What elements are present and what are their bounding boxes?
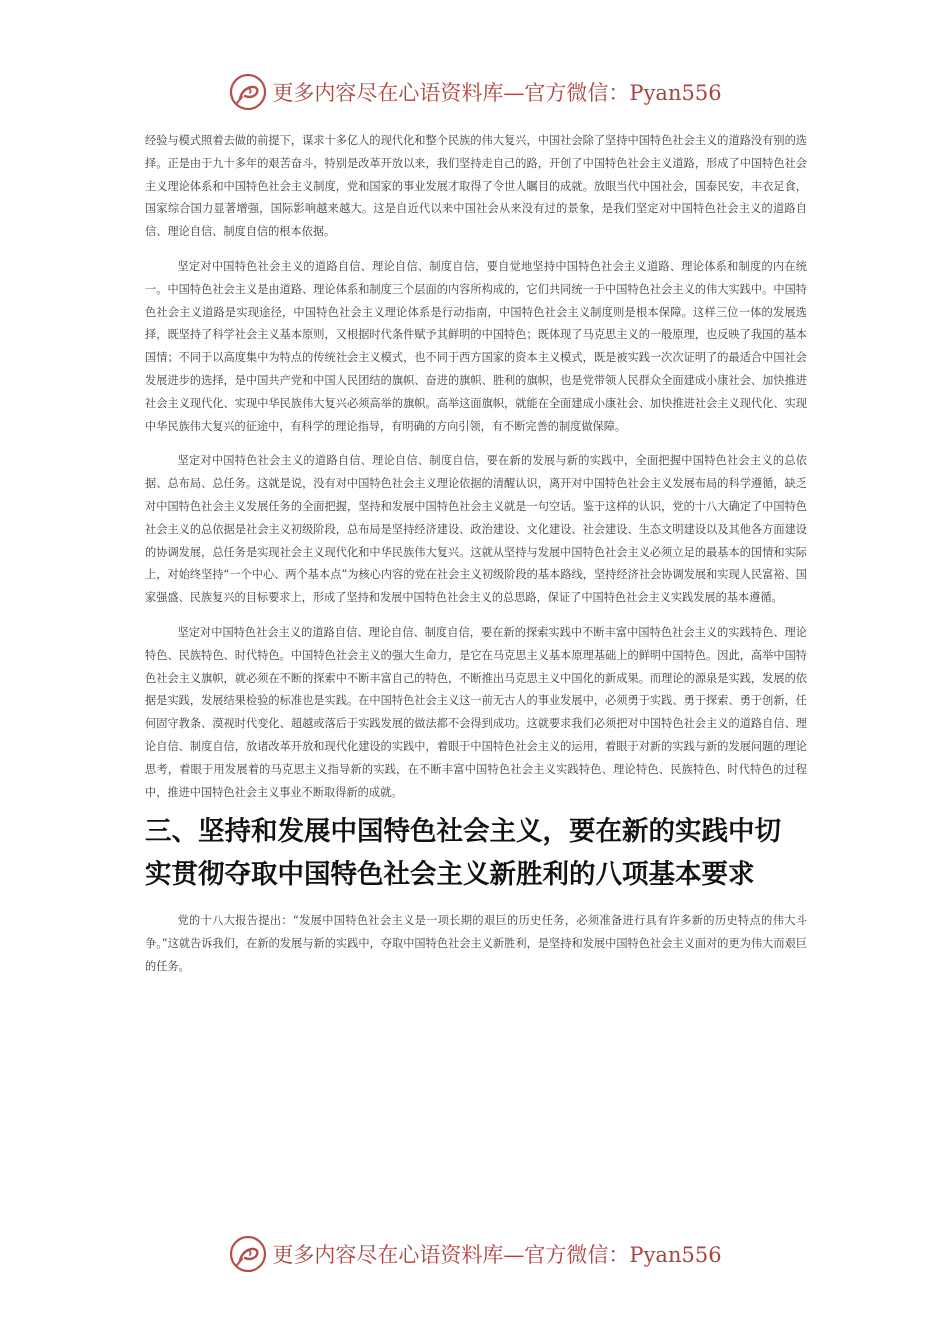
body-paragraph-2: 坚定对中国特色社会主义的道路自信、理论自信、制度自信，要自觉地坚持中国特色社会主义道路、理论体系和制度的内在统一。中国特色社会主义是由道路、理论体系和制度三个层面的内容所构成的，它们共同统一于中国特色社会主义的伟大实践中。中国特色社会主义道路是实现途径，中国特色社会主义理论体系是行动指南，中国特色社会主义制度则是根本保障。这样三位一体的发展选择，既坚持了科学社会主义基本原则，又根据时代条件赋予其鲜明的中国特色；既体现了马克思主义的一般原理，也反映了我国的基本国情；不同于以高度集中为特点的传统社会主义模式，也不同于西方国家的资本主义模式，既是被实践一次次证明了的最适合中国社会发展进步的选择，是中国共产党和中国人民团结的旗帜、奋进的旗帜、胜利的旗帜，也是党带领人民群众全面建成小康社会、加快推进社会主义现代化、实现中华民族伟大复兴必须高举的旗帜。高举这面旗帜，就能在全面建成小康社会、加快推进社会主义现代化、实现中华民族伟大复兴的征途中，有科学的理论指导，有明确的方向引领，有不断完善的制度做保障。 <box>145 259 807 433</box>
section-paragraph: 党的十八大报告提出：“发展中国特色社会主义是一项长期的艰巨的历史任务，必须准备进行具有许多新的历史特点的伟大斗争。”这就告诉我们，在新的发展与新的实践中，夺取中国特色社会主义新胜利，是坚持和发展中国特色社会主义面对的更为伟大而艰巨的任务。 <box>145 914 807 973</box>
body-paragraph-4: 坚定对中国特色社会主义的道路自信、理论自信、制度自信，要在新的探索实践中不断丰富中国特色社会主义的实践特色、理论特色、民族特色、时代特色。中国特色社会主义的强大生命力，是它在马克思主义基本原理基础上的鲜明中国特色。因此，高举中国特色社会主义旗帜，就必须在不断的探索中不断丰富自己的特色，不断推出马克思主义中国化的新成果。而理论的源泉是实践，发展的依据是实践，发展结果检验的标准也是实践。在中国特色社会主义这一前无古人的事业发展中，必须勇于实践、勇于探索、勇于创新，任何固守教条、漠视时代变化、超越或落后于实践发展的做法都不会得到成功。这就要求我们必须把对中国特色社会主义的道路自信、理论自信、制度自信，放诸改革开放和现代化建设的实践中，着眼于中国特色社会主义的运用，着眼于对新的实践与新的发展问题的理论思考，着眼于用发展着的马克思主义指导新的实践，在不断丰富中国特色社会主义实践特色、理论特色、民族特色、时代特色的过程中，推进中国特色社会主义事业不断取得新的成就。 <box>145 625 807 799</box>
rose-logo-icon <box>228 72 268 112</box>
rose-logo-icon <box>228 1234 268 1274</box>
header-banner-text: 更多内容尽在心语资料库—官方微信：Pyan556 <box>272 81 722 105</box>
body-paragraph-3: 坚定对中国特色社会主义的道路自信、理论自信、制度自信，要在新的发展与新的实践中，全面把握中国特色社会主义的总依据、总布局、总任务。这就是说，没有对中国特色社会主义理论依据的清醒认识，离开对中国特色社会主义发展布局的科学遵循，缺乏对中国特色社会主义发展任务的全面把握，坚持和发展中国特色社会主义就是一句空话。鉴于这样的认识，党的十八大确定了中国特色社会主义的总依据是社会主义初级阶段，总布局是坚持经济建设、政治建设、文化建设、社会建设、生态文明建设以及其他各方面建设的协调发展，总任务是实现社会主义现代化和中华民族伟大复兴。这就从坚持与发展中国特色社会主义必须立足的最基本的国情和实际上，对始终坚持“一个中心、两个基本点”为核心内容的党在社会主义初级阶段的基本路线，坚持经济社会协调发展和实现人民富裕、国家强盛、民族复兴的目标要求上，形成了坚持和发展中国特色社会主义的总思路，保证了中国特色社会主义实践发展的基本遵循。 <box>145 454 807 605</box>
header-banner <box>0 72 950 112</box>
footer-banner <box>0 1234 950 1274</box>
body-paragraph-1: 经验与模式照着去做的前提下，谋求十多亿人的现代化和整个民族的伟大复兴，中国社会除了坚持中国特色社会主义的道路没有别的选择。正是由于九十多年的艰苦奋斗，特别是改革开放以来，我们坚持走自己的路，开创了中国特色社会主义道路，形成了中国特色社会主义理论体系和中国特色社会主义制度，党和国家的事业发展才取得了令世人瞩目的成就。放眼当代中国社会，国泰民安，丰衣足食，国家综合国力显著增强，国际影响越来越大。这是自近代以来中国社会从来没有过的景象，是我们坚定对中国特色社会主义的道路自信、理论自信、制度自信的根本依据。 <box>145 134 807 239</box>
section-heading: 三、坚持和发展中国特色社会主义，要在新的实践中切实贯彻夺取中国特色社会主义新胜利的八项基本要求 <box>145 816 781 891</box>
footer-banner-text: 更多内容尽在心语资料库—官方微信：Pyan556 <box>272 1243 722 1267</box>
document-body <box>145 130 807 979</box>
